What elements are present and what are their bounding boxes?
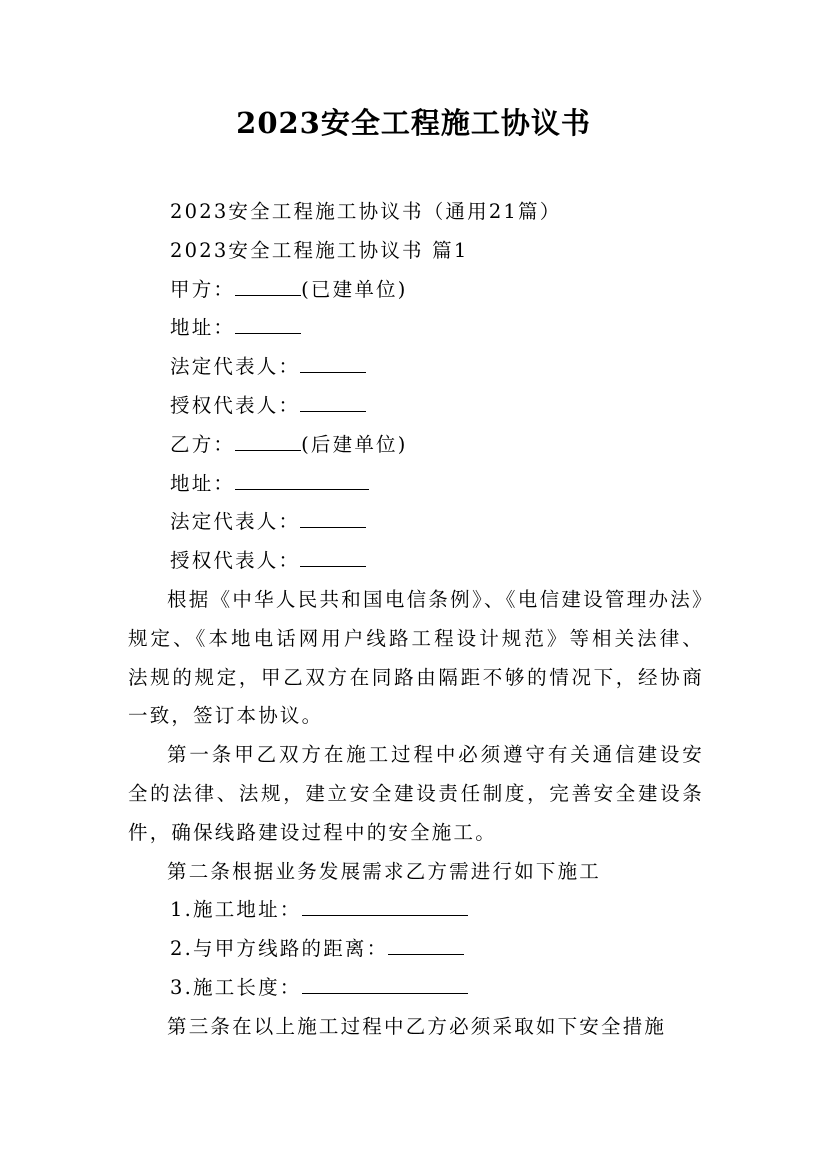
- article-1-paragraph: 第一条甲乙双方在施工过程中必须遵守有关通信建设安全的法律、法规，建立安全建设责任制度，完善安全建设条件，确保线路建设过程中的安全施工。: [128, 743, 704, 844]
- party-b-label: 乙方：: [170, 432, 236, 456]
- construction-distance-blank: [388, 934, 464, 955]
- construction-site-line: [128, 891, 704, 930]
- party-a-auth-rep-line: [128, 387, 704, 426]
- article-2-paragraph: 第二条根据业务发展需求乙方需进行如下施工: [167, 859, 602, 883]
- party-a-auth-rep-label: 授权代表人：: [170, 393, 301, 417]
- party-b-auth-rep-line: [128, 542, 704, 581]
- construction-length-label: 3.施工长度：: [170, 975, 302, 999]
- party-b-legal-rep-label: 法定代表人：: [170, 510, 301, 534]
- party-a-legal-rep-blank: [300, 352, 366, 373]
- party-a-label: 甲方：: [170, 277, 236, 301]
- party-a-blank: [235, 275, 301, 296]
- party-a-line: [128, 271, 704, 310]
- construction-distance-line: [128, 930, 704, 969]
- party-a-suffix: (已建单位): [301, 277, 408, 301]
- party-a-address-line: [128, 309, 704, 348]
- document-body: [128, 193, 704, 1047]
- construction-site-blank: [302, 895, 468, 916]
- document-subtitle: 2023安全工程施工协议书（通用21篇）: [170, 200, 562, 223]
- construction-site-label: 1.施工地址：: [170, 898, 302, 922]
- party-b-auth-rep-blank: [300, 546, 366, 567]
- section-heading: 2023安全工程施工协议书 篇1: [170, 238, 469, 262]
- party-b-address-blank: [235, 469, 369, 490]
- party-b-address-line: [128, 465, 704, 504]
- party-a-address-label: 地址：: [170, 316, 236, 340]
- party-b-address-label: 地址：: [170, 471, 236, 495]
- party-a-legal-rep-line: [128, 348, 704, 387]
- document-title: 2023安全工程施工协议书: [236, 106, 591, 140]
- construction-length-line: [128, 969, 704, 1008]
- article-3-paragraph: 第三条在以上施工过程中乙方必须采取如下安全措施: [167, 1014, 667, 1038]
- party-a-auth-rep-blank: [300, 391, 366, 412]
- party-b-legal-rep-blank: [300, 507, 366, 528]
- party-b-suffix: (后建单位): [301, 432, 408, 456]
- party-b-legal-rep-line: [128, 503, 704, 542]
- construction-length-blank: [302, 973, 468, 994]
- party-b-auth-rep-label: 授权代表人：: [170, 549, 301, 573]
- intro-paragraph: 根据《中华人民共和国电信条例》、《电信建设管理办法》规定、《本地电话网用户线路工程设计规范》等相关法律、法规的规定，甲乙双方在同路由隔距不够的情况下，经协商一致，签订本协议。: [128, 587, 704, 728]
- party-a-address-blank: [235, 313, 301, 334]
- construction-distance-label: 2.与甲方线路的距离：: [170, 937, 389, 961]
- party-b-blank: [235, 430, 301, 451]
- party-b-line: [128, 426, 704, 465]
- party-a-legal-rep-label: 法定代表人：: [170, 355, 301, 379]
